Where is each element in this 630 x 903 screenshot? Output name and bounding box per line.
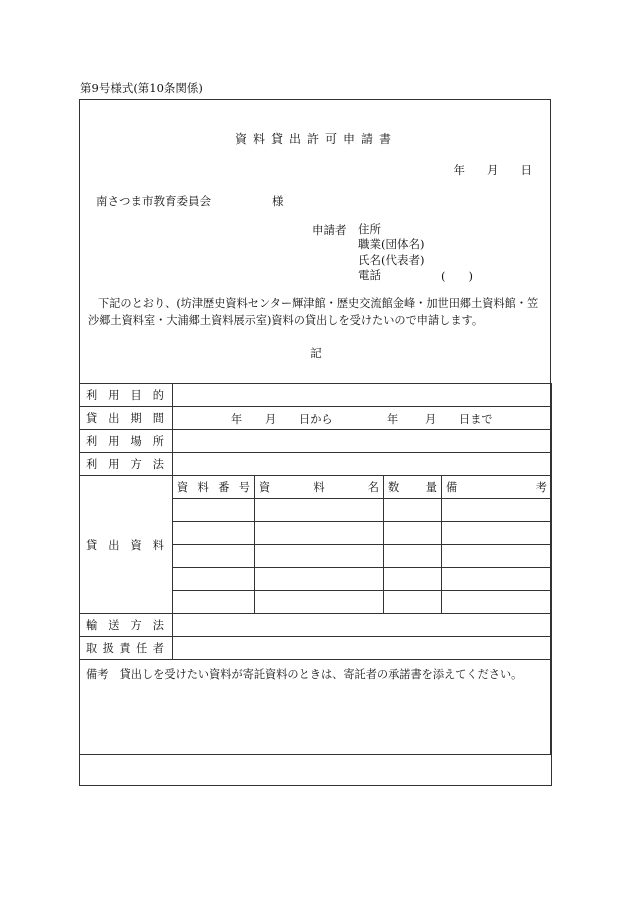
material-name-cell[interactable] (255, 545, 384, 568)
ki-mark: 記 (310, 346, 322, 360)
row-note (80, 660, 552, 786)
label-char: 期 (130, 412, 142, 425)
period-month-2: 月 (425, 413, 437, 426)
form-number: 第9号様式(第10条関係) (80, 81, 203, 95)
period-month-1: 月 (265, 413, 277, 426)
material-quantity-cell[interactable] (384, 568, 442, 591)
period-year-2: 年 (387, 413, 399, 426)
application-form (79, 99, 551, 755)
label-char: 利 (86, 458, 98, 471)
row-place (80, 430, 552, 453)
date-year: 年 (453, 163, 465, 177)
material-name-cell[interactable] (255, 522, 384, 545)
label-char: 資 (130, 538, 142, 552)
label-char: 方 (130, 458, 142, 471)
purpose-field[interactable] (173, 384, 552, 407)
material-quantity-cell[interactable] (384, 591, 442, 614)
label-char: 貸 (86, 538, 98, 552)
label-method (80, 453, 173, 476)
row-manager (80, 637, 552, 660)
material-number-cell[interactable] (173, 545, 255, 568)
label-char: 用 (108, 458, 120, 471)
date-day: 日 (520, 163, 532, 177)
material-number-cell[interactable] (173, 591, 255, 614)
material-name-cell[interactable] (255, 568, 384, 591)
label-char: 貸 (86, 412, 98, 425)
request-text: 下記のとおり、(坊津歴史資料センター輝津館・歴史交流館金峰・加世田郷土資料館・笠沙郷土資料室・大浦郷土資料展示室)資料の貸出しを受けたいので申請します。 (88, 297, 539, 327)
label-char: 利 (86, 435, 98, 448)
material-quantity-cell[interactable] (384, 545, 442, 568)
details-table (79, 383, 552, 786)
label-char: 扱 (102, 642, 114, 655)
label-char: 出 (108, 538, 120, 552)
applicant-label: 申請者 (312, 223, 347, 237)
material-remarks-cell[interactable] (442, 591, 552, 614)
label-char: 号 (238, 481, 250, 494)
label-char: 名 (367, 481, 379, 494)
label-char: 料 (197, 481, 209, 494)
label-materials (80, 476, 173, 614)
label-char: 送 (108, 619, 120, 632)
material-remarks-cell[interactable] (442, 522, 552, 545)
label-char: 取 (86, 642, 98, 655)
applicant-phone: 電話 (358, 267, 381, 282)
label-char: 目 (130, 389, 142, 402)
row-materials-header (80, 476, 552, 499)
row-transport (80, 614, 552, 637)
label-place (80, 430, 173, 453)
phone-paren: ( ) (441, 269, 473, 283)
material-name-cell[interactable] (255, 591, 384, 614)
label-char: 者 (152, 642, 164, 655)
form-title: 資料貸出許可申請書 (234, 132, 397, 146)
label-char: 所 (152, 435, 164, 448)
material-remarks-cell[interactable] (442, 568, 552, 591)
label-char: 料 (152, 538, 164, 552)
transport-field[interactable] (173, 614, 552, 637)
material-remarks-cell[interactable] (442, 545, 552, 568)
note-text: 備考 貸出しを受けたい資料が寄託資料のときは、寄託者の承諾書を添えてください。 (86, 668, 523, 681)
material-number-cell[interactable] (173, 499, 255, 522)
label-char: 法 (152, 458, 164, 471)
label-char: 考 (535, 481, 547, 494)
applicant-fields (358, 222, 424, 283)
header-material-name (255, 476, 384, 499)
label-char: 間 (152, 412, 164, 425)
row-purpose (80, 384, 552, 407)
label-char: 料 (313, 481, 325, 494)
label-period (80, 407, 173, 430)
material-name-cell[interactable] (255, 499, 384, 522)
label-char: 責 (119, 642, 131, 655)
label-char: 資 (177, 481, 189, 494)
row-method (80, 453, 552, 476)
label-char: 法 (152, 619, 164, 632)
label-char: 出 (108, 412, 120, 425)
material-number-cell[interactable] (173, 522, 255, 545)
date-month: 月 (487, 163, 499, 177)
label-char: 備 (446, 481, 458, 494)
note-cell (80, 660, 552, 786)
header-material-number (173, 476, 255, 499)
period-year-1: 年 (231, 413, 243, 426)
material-quantity-cell[interactable] (384, 522, 442, 545)
period-from: 日から (299, 413, 333, 426)
label-char: 用 (108, 389, 120, 402)
header-quantity (384, 476, 442, 499)
label-char: 方 (130, 619, 142, 632)
label-char: 用 (108, 435, 120, 448)
date-line (454, 162, 533, 178)
label-char: 量 (425, 481, 437, 494)
label-purpose (80, 384, 173, 407)
addressee: 南さつま市教育委員会 (96, 194, 211, 208)
honorific: 様 (272, 194, 284, 208)
material-quantity-cell[interactable] (384, 499, 442, 522)
period-field[interactable] (173, 407, 552, 430)
label-char: 数 (388, 481, 400, 494)
applicant-address: 住所 (358, 222, 381, 236)
applicant-occupation: 職業(団体名) (358, 237, 425, 252)
method-field[interactable] (173, 453, 552, 476)
label-char: 資 (259, 481, 271, 494)
label-transport (80, 614, 173, 637)
label-char: 番 (218, 481, 230, 494)
applicant-name: 氏名(代表者) (358, 252, 425, 267)
place-field[interactable] (173, 430, 552, 453)
period-to: 日まで (459, 413, 493, 426)
label-char: 的 (152, 389, 164, 402)
material-number-cell[interactable] (173, 568, 255, 591)
row-period (80, 407, 552, 430)
header-remarks (442, 476, 552, 499)
label-manager (80, 637, 173, 660)
label-char: 輸 (86, 619, 98, 632)
label-char: 利 (86, 389, 98, 402)
label-char: 場 (130, 435, 142, 448)
material-remarks-cell[interactable] (442, 499, 552, 522)
manager-field[interactable] (173, 637, 552, 660)
label-char: 任 (136, 642, 148, 655)
